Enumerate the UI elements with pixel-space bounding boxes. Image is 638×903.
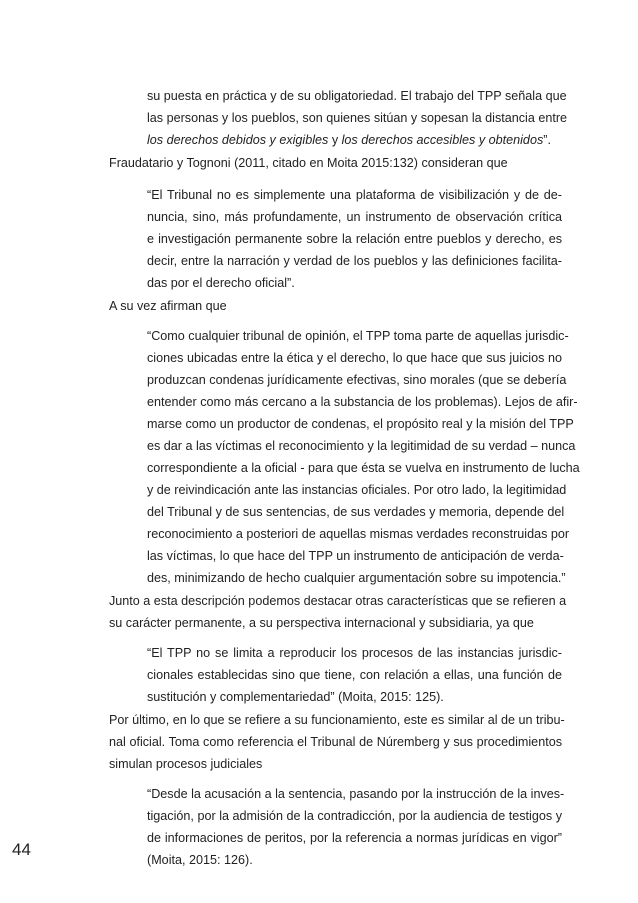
text-line: A su vez afirman que	[109, 299, 227, 313]
text-line: las víctimas, lo que hace del TPP un instrumento de anticipación de verda-	[147, 549, 564, 563]
closing-punctuation: ”.	[543, 133, 551, 147]
text-line: produzcan condenas jurídicamente efectivas, sino morales (que se debería	[147, 373, 567, 387]
text-line: Junto a esta descripción podemos destacar otras características que se refieren a	[109, 594, 567, 608]
text-line: tigación, por la admisión de la contradicción, por la audiencia de testigos y	[147, 809, 562, 823]
connector-text: y	[328, 133, 342, 147]
text-line: y de reivindicación ante las instancias oficiales. Por otro lado, la legitimidad	[147, 483, 567, 497]
text-line: e investigación permanente sobre la relación entre pueblos y derecho, es	[147, 232, 562, 246]
text-line: del Tribunal y de sus sentencias, de sus verdades y memoria, depende del	[147, 505, 565, 519]
text-line	[147, 132, 562, 148]
text-line: sustitución y complementariedad” (Moita, 2015: 125).	[147, 690, 444, 704]
text-line: su carácter permanente, a su perspectiva internacional y subsidiaria, ya que	[109, 616, 534, 630]
text-line: decir, entre la narración y verdad de los pueblos y las definiciones facilita-	[147, 254, 562, 268]
text-line: Por último, en lo que se refiere a su funcionamiento, este es similar al de un tribu-	[109, 713, 565, 727]
text-line: “El Tribunal no es simplemente una plataforma de visibilización y de de-	[147, 188, 562, 202]
text-line: nuncia, sino, más profundamente, un instrumento de observación crítica	[147, 210, 562, 224]
text-line: cionales establecidas sino que tiene, con relación a ellas, una función de	[147, 668, 562, 682]
text-line: “Desde la acusación a la sentencia, pasando por la instrucción de la inves-	[147, 787, 565, 801]
text-line: las personas y los pueblos, son quienes sitúan y sopesan la distancia entre	[147, 111, 568, 125]
text-line: marse como un productor de condenas, el propósito real y la misión del TPP	[147, 417, 574, 431]
text-line: nal oficial. Toma como referencia el Tribunal de Núremberg y sus procedimientos	[109, 735, 562, 749]
italic-phrase: los derechos accesibles y obtenidos	[341, 133, 544, 147]
text-line: de informaciones de peritos, por la referencia a normas jurídicas en vigor”	[147, 831, 562, 845]
page-number: 44	[12, 840, 31, 859]
text-line: “Como cualquier tribunal de opinión, el TPP toma parte de aquellas jurisdic-	[147, 329, 569, 343]
text-line: simulan procesos judiciales	[109, 757, 263, 771]
text-line: Fraudatario y Tognoni (2011, citado en Moita 2015:132) consideran que	[109, 156, 508, 170]
italic-phrase: los derechos debidos y exigibles	[147, 133, 329, 147]
text-line: reconocimiento a posteriori de aquellas mismas verdades reconstruidas por	[147, 527, 570, 541]
text-line: correspondiente a la oficial - para que ésta se vuelva en instrumento de lucha	[147, 461, 580, 475]
text-line: es dar a las víctimas el reconocimiento y la legitimidad de su verdad – nunca	[147, 439, 576, 453]
text-line: das por el derecho oficial”.	[147, 276, 295, 290]
text-line: ciones ubicadas entre la ética y el derecho, lo que hace que sus juicios no	[147, 351, 562, 365]
text-line: (Moita, 2015: 126).	[147, 853, 253, 867]
text-line: su puesta en práctica y de su obligatoriedad. El trabajo del TPP señala que	[147, 89, 567, 103]
text-line: “El TPP no se limita a reproducir los procesos de las instancias jurisdic-	[147, 646, 562, 660]
text-line: entender como más cercano a la substancia de los problemas). Lejos de afir-	[147, 395, 578, 409]
text-line: des, minimizando de hecho cualquier argumentación sobre su impotencia.”	[147, 571, 566, 585]
